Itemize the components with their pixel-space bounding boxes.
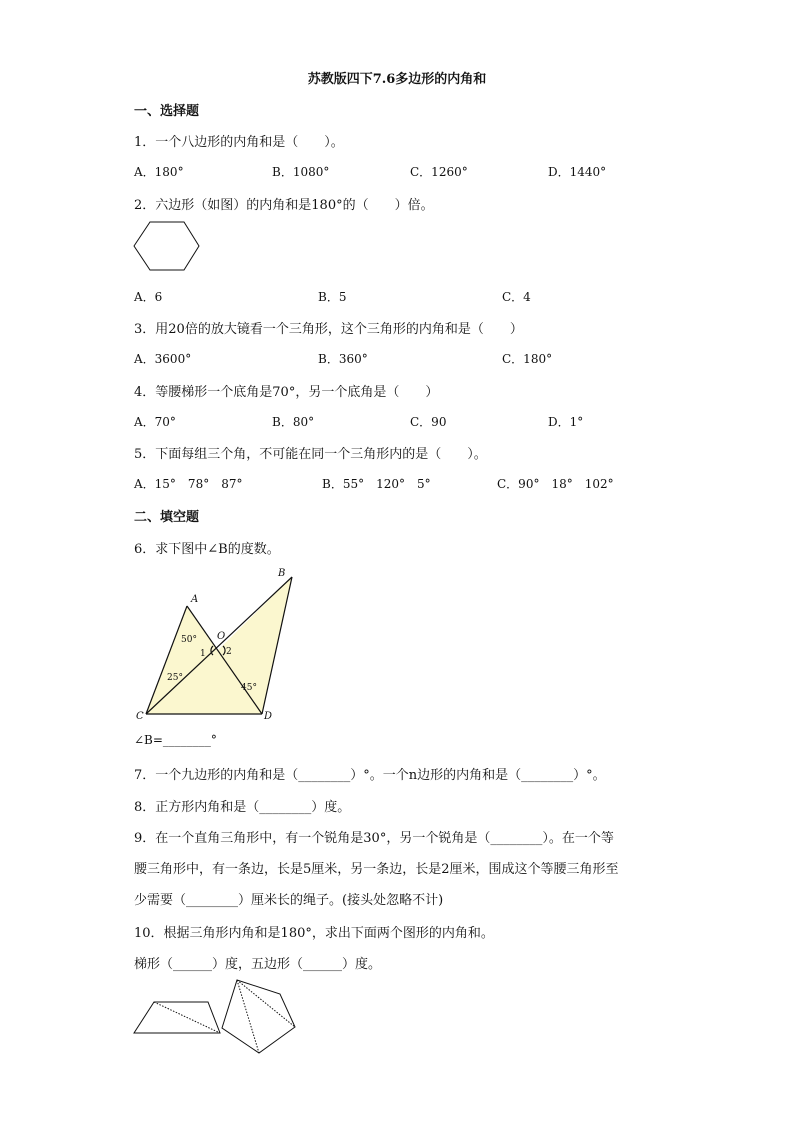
pentagon-diagonal-2	[237, 980, 295, 1027]
q5-option-c: C．90° 18° 102°	[497, 477, 614, 491]
angle-50-label: 50°	[181, 635, 197, 645]
question-6: 6．求下图中∠B的度数。	[134, 542, 280, 557]
question-3: 3．用20倍的放大镜看一个三角形，这个三角形的内角和是（ ）	[134, 322, 523, 337]
question-10: 10．根据三角形内角和是180°，求出下面两个图形的内角和。	[134, 926, 494, 941]
page-title: 苏教版四下7.6多边形的内角和	[307, 72, 487, 87]
question-9-line-3: 少需要（________）厘米长的绳子。(接头处忽略不计)	[134, 893, 444, 908]
point-c-label: C	[136, 711, 144, 722]
q3-option-c: C．180°	[502, 352, 553, 366]
q6-answer-line: ∠B=________°	[134, 733, 217, 747]
question-2: 2．六边形（如图）的内角和是180°的（ ）倍。	[134, 198, 434, 213]
q5-option-b: B．55° 120° 5°	[322, 477, 431, 491]
q3-option-b: B．360°	[318, 352, 368, 366]
trapezoid-pentagon-figure	[130, 975, 300, 1060]
q2-option-c: C．4	[502, 290, 531, 304]
angle-b-figure	[134, 564, 304, 724]
angle-45-label: 45°	[241, 683, 257, 693]
point-b-label: B	[278, 568, 286, 579]
pentagon-diagonal-1	[237, 980, 259, 1053]
q5-option-a: A．15° 78° 87°	[134, 477, 243, 491]
question-9-line-1: 9．在一个直角三角形中，有一个锐角是30°，另一个锐角是（________）。在一个等	[134, 831, 614, 846]
question-4: 4．等腰梯形一个底角是70°，另一个底角是（ ）	[134, 385, 439, 400]
q3-option-a: A．3600°	[134, 352, 192, 366]
hexagon-figure	[130, 220, 205, 275]
question-8: 8．正方形内角和是（________）度。	[134, 800, 351, 815]
question-5: 5．下面每组三个角，不可能在同一个三角形内的是（ ）。	[134, 447, 487, 462]
question-1: 1．一个八边形的内角和是（ ）。	[134, 135, 344, 150]
q1-option-b: B．1080°	[272, 165, 330, 179]
hexagon-shape	[134, 222, 199, 270]
question-9-line-2: 腰三角形中，有一条边，长是5厘米，另一条边，长是2厘米，围成这个等腰三角形至	[134, 862, 619, 877]
angle-25-label: 25°	[167, 673, 183, 683]
section-heading-fill: 二、填空题	[134, 510, 200, 525]
q1-option-a: A．180°	[134, 165, 184, 179]
question-7: 7．一个九边形的内角和是（________）°。一个n边形的内角和是（________）°。	[134, 768, 606, 783]
section-heading-choice: 一、选择题	[134, 104, 200, 119]
point-o-label: O	[217, 631, 226, 642]
point-d-label: D	[264, 711, 273, 722]
q4-option-a: A．70°	[134, 415, 176, 429]
q4-option-d: D．1°	[548, 415, 584, 429]
trapezoid-shape	[134, 1002, 220, 1033]
q1-option-d: D．1440°	[548, 165, 607, 179]
pentagon-shape	[222, 980, 295, 1053]
angle-2-label: 2	[226, 647, 232, 657]
q1-option-c: C．1260°	[410, 165, 468, 179]
q10-answer-line: 梯形（______）度，五边形（______）度。	[134, 957, 382, 972]
q2-option-b: B．5	[318, 290, 347, 304]
q2-option-a: A．6	[134, 290, 163, 304]
q4-option-c: C．90	[410, 415, 447, 429]
q4-option-b: B．80°	[272, 415, 315, 429]
angle-1-label: 1	[200, 649, 206, 659]
point-a-label: A	[191, 594, 199, 605]
